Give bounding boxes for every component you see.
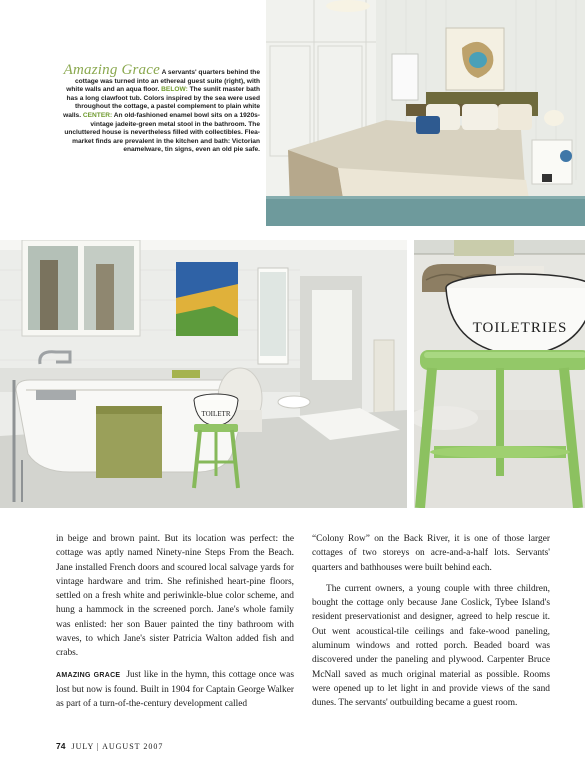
bowl-label: TOILETRIES (472, 320, 568, 336)
small-bowl-label: TOILETR (201, 410, 231, 418)
caption-title: Amazing Grace (63, 62, 160, 78)
toiletries-bowl-photo (414, 240, 585, 508)
caption-below-label: BELOW: (161, 86, 188, 94)
caption-below-text: The sunlit master bath has a long clawfoot tub. Colors inspired by the sea were used throughout the cottage, a pastel complement to plain white walls. (63, 86, 260, 119)
master-bath-photo (0, 240, 407, 508)
article-column-right (312, 532, 550, 718)
page-number: 74 (56, 741, 66, 751)
page-footer (56, 741, 163, 751)
article-paragraph: in beige and brown paint. But its location was perfect: the cottage was aptly named Ninety-nine Steps From the Beach. Jane installed French doors and scoured local salvage yards for vintage hardware and trim. She refinished heart-pine floors, settled on a fresh white and periwinkle-blue color scheme, and hung a hammock in the screened porch. Jane's whole family was enlisted: her son Bauer painted the tiny bathroom with waves, to which Jane's sister Patricia Walton added fish and crabs. (56, 534, 294, 659)
photo-caption (60, 62, 260, 155)
section-run-in-heading: AMAZING GRACE (56, 671, 121, 679)
article-paragraph: “Colony Row” on the Back River, it is one of those larger cottages of two storeys on acre-and-a-half lots. Servants' quarters and bathhouses were built behind each. (312, 534, 550, 573)
caption-lead: A servants' quarters behind the cottage was turned into an ethereal guest suite (right), with white walls and an aqua floor. (66, 69, 260, 94)
caption-center-text: An old-fashioned enamel bowl sits on a 1920s-vintage jadeite-green metal stool in the bathroom. The uncluttered house is nevertheless filled with collectibles. Flea-market finds are prevalent in the kitchen and bath: Victorian enamelware, tin signs, even an old pie safe. (64, 111, 260, 154)
article-paragraph: The current owners, a young couple with three children, bought the cottage only because Jane Coslick, Tybee Island's resident preservationist and designer, agreed to help rescue it. Out went acoustical-tile ceilings and fake-wood paneling, aluminum windows and rotted porch. Beaded board was discovered under the paneling and plywood. Carpenter Bruce McNall saved as much original material as possible. Rooms were opened up to let light in and provide views of the sand dunes. The servants' outbuilding became a guest room. (312, 583, 550, 709)
article-paragraph: Just like in the hymn, this cottage once was lost but now is found. Built in 1904 for Captain George Walker as part of a turn-of-the-century development called (56, 669, 294, 710)
guest-suite-photo (266, 0, 585, 226)
issue-date: JULY | AUGUST 2007 (71, 742, 164, 751)
article-column-left (56, 532, 294, 719)
caption-center-label: CENTER: (82, 111, 113, 119)
